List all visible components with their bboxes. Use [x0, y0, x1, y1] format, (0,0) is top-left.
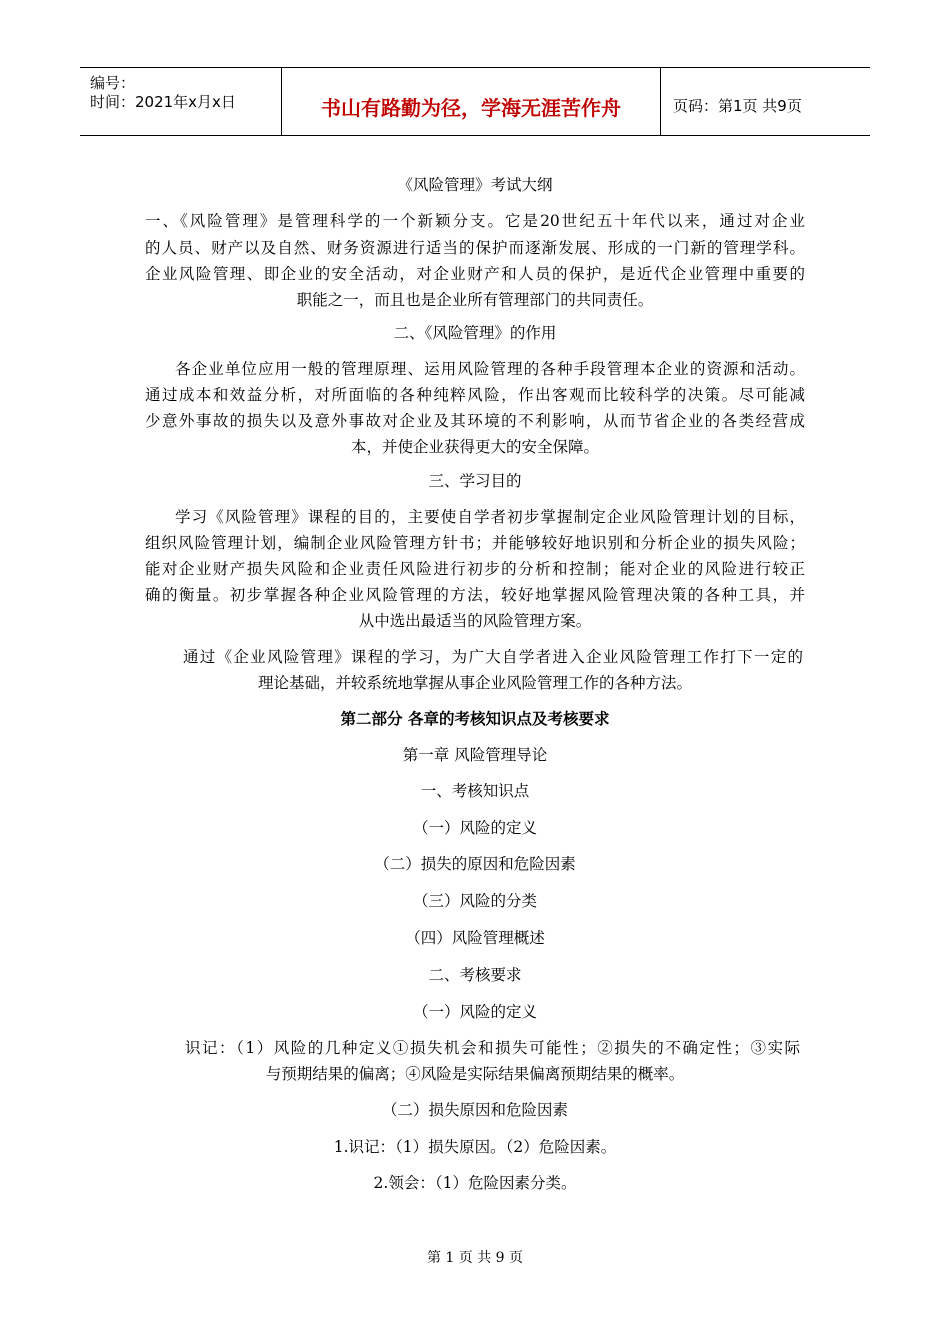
paragraph-line: 本，并使企业获得更大的安全保障。 — [350, 438, 599, 456]
chapter-heading: 第一章 风险管理导论 — [402, 746, 548, 764]
header-table — [80, 67, 870, 136]
header-right-cell — [661, 68, 870, 135]
paragraph-line: 通过《企业风险管理》课程的学习，为广大自学者进入企业风险管理工作打下一定的 — [183, 648, 803, 666]
list-item: （三）风险的分类 — [412, 892, 537, 910]
document-time-label: 时间：2021年x月x日 — [90, 93, 236, 111]
list-item: 1.识记：（1）损失原因。（2）危险因素。 — [333, 1138, 617, 1156]
section-heading: 三、学习目的 — [428, 472, 522, 490]
list-item: （二）损失原因和危险因素 — [381, 1101, 568, 1119]
paragraph-line: 职能之一，而且也是企业所有管理部门的共同责任。 — [296, 291, 654, 309]
paragraph-line: 从中选出最适当的风险管理方案。 — [358, 612, 592, 630]
part-heading: 第二部分 各章的考核知识点及考核要求 — [340, 710, 610, 728]
list-item: （二）损失的原因和危险因素 — [374, 855, 576, 873]
paragraph-line: 识记：（1）风险的几种定义①损失机会和损失可能性；②损失的不确定性；③实际 — [185, 1039, 800, 1057]
paragraph-line: 组织风险管理计划，编制企业风险管理方针书；并能够较好地识别和分析企业的损失风险； — [145, 534, 805, 552]
header-page-label: 页码：第1页 共9页 — [673, 97, 802, 115]
paragraph-line: 确的衡量。初步掌握各种企业风险管理的方法，较好地掌握风险管理决策的各种工具，并 — [145, 586, 805, 604]
header-motto-cell — [281, 68, 661, 135]
section-heading: 二、《风险管理》的作用 — [393, 324, 557, 342]
paragraph-line: 通过成本和效益分析，对所面临的各种纯粹风险，作出客观而比较科学的决策。尽可能减 — [145, 386, 805, 404]
list-item: （四）风险管理概述 — [405, 929, 545, 947]
header-left-cell — [80, 68, 281, 135]
paragraph-line: 理论基础，并较系统地掌握从事企业风险管理工作的各种方法。 — [257, 674, 692, 692]
subsection-heading: 二、考核要求 — [428, 966, 522, 984]
paragraph-line: 各企业单位应用一般的管理原理、运用风险管理的各种手段管理本企业的资源和活动。 — [175, 360, 805, 378]
paragraph-line: 少意外事故的损失以及意外事故对企业及其环境的不利影响，从而节省企业的各类经营成 — [145, 412, 805, 430]
document-title: 《风险管理》考试大纲 — [397, 176, 553, 194]
paragraph-line: 的人员、财产以及自然、财务资源进行适当的保护而逐渐发展、形成的一门新的管理学科。 — [145, 239, 805, 257]
paragraph-line: 学习《风险管理》课程的目的，主要使自学者初步掌握制定企业风险管理计划的目标， — [175, 508, 805, 526]
page-footer: 第 1 页 共 9 页 — [426, 1250, 524, 1266]
paragraph-line: 与预期结果的偏离；④风险是实际结果偏离预期结果的概率。 — [265, 1065, 685, 1083]
paragraph-line: 一、《风险管理》是管理科学的一个新颖分支。它是20世纪五十年代以来，通过对企业 — [145, 212, 805, 230]
paragraph-line: 能对企业财产损失风险和企业责任风险进行初步的分析和控制；能对企业的风险进行较正 — [145, 560, 805, 578]
subsection-heading: 一、考核知识点 — [420, 782, 530, 800]
paragraph-line: 企业风险管理、即企业的安全活动，对企业财产和人员的保护，是近代企业管理中重要的 — [145, 265, 805, 283]
list-item: （一）风险的定义 — [412, 1003, 537, 1021]
document-number-label: 编号： — [90, 74, 136, 92]
header-motto: 书山有路勤为径，学海无涯苦作舟 — [321, 96, 621, 120]
list-item: （一）风险的定义 — [412, 819, 537, 837]
list-item: 2.领会：（1）危险因素分类。 — [373, 1174, 577, 1192]
